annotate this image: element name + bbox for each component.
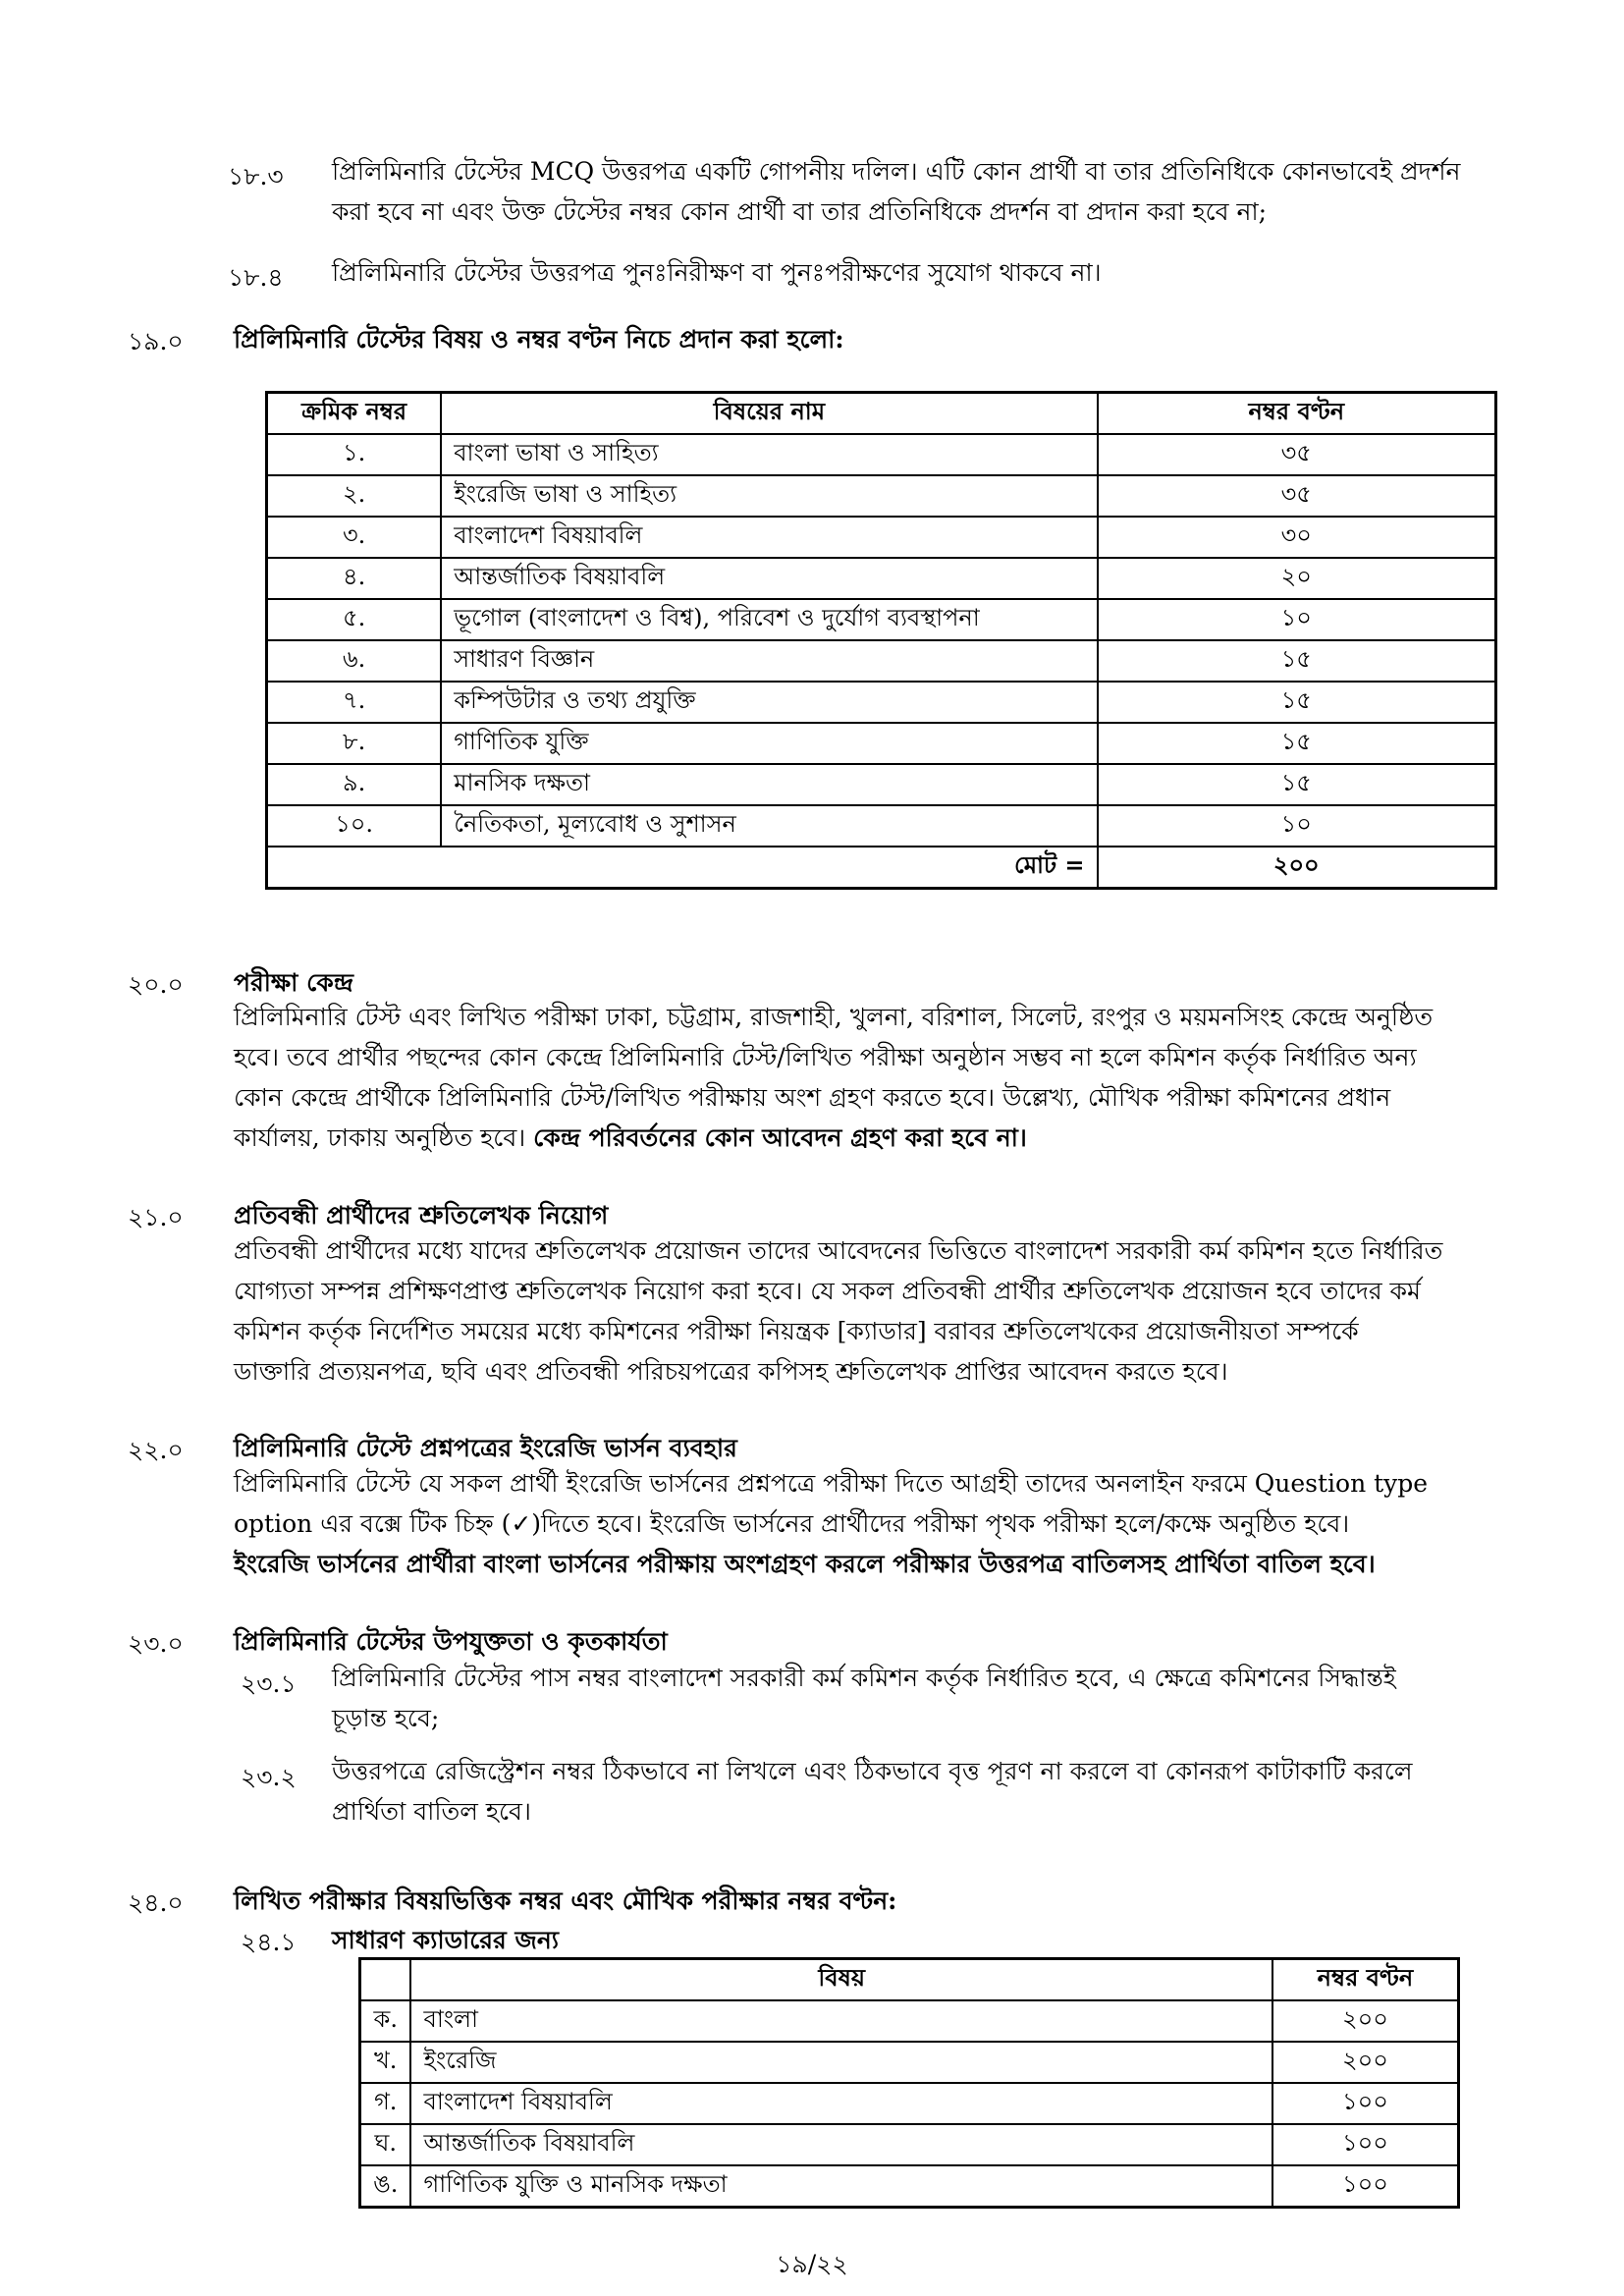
subject-cell: গাণিতিক যুক্তি: [441, 723, 1097, 764]
section-heading: প্রিলিমিনারি টেস্টের উপযুক্ততা ও কৃতকার্যতা: [234, 1627, 668, 1656]
subject-cell: মানসিক দক্ষতা: [441, 764, 1097, 805]
text-line: চূড়ান্ত হবে;: [332, 1704, 440, 1732]
table-row: [360, 2124, 1459, 2165]
paragraph: [234, 997, 1490, 1158]
serial-cell: ৮.: [267, 723, 442, 764]
section-heading: প্রিলিমিনারি টেস্টে প্রশ্নপত্রের ইংরেজি ভার্সন ব্যবহার: [234, 1434, 737, 1462]
section-heading: লিখিত পরীক্ষার বিষয়ভিত্তিক নম্বর এবং মৌখিক পরীক্ষার নম্বর বণ্টন:: [234, 1886, 897, 1915]
table-row: [267, 558, 1496, 599]
subject-cell: কম্পিউটার ও তথ্য প্রযুক্তি: [441, 682, 1097, 723]
marks-cell: ১৫: [1098, 723, 1496, 764]
table-row: [360, 2042, 1459, 2083]
section-number: ২২.০: [128, 1436, 184, 1464]
subject-cell: আন্তর্জাতিক বিষয়াবলি: [441, 558, 1097, 599]
subject-cell: ইংরেজি ভাষা ও সাহিত্য: [441, 475, 1097, 517]
serial-cell: ৬.: [267, 640, 442, 682]
marks-cell: ১৫: [1098, 764, 1496, 805]
text-line: প্রিলিমিনারি টেস্ট এবং লিখিত পরীক্ষা ঢাকা, চট্টগ্রাম, রাজশাহী, খুলনা, বরিশাল, সিলেট, রংপুর ও ময়মনসিংহ কেন্দ্রে অনুষ্ঠিত: [234, 1003, 1434, 1031]
marks-cell: ৩৫: [1098, 434, 1496, 475]
table-row: [267, 640, 1496, 682]
total-value: ২০০: [1098, 847, 1496, 889]
paragraph: [332, 1658, 1490, 1738]
table-row: [360, 2000, 1459, 2042]
serial-cell: খ.: [360, 2042, 411, 2083]
text-line: ইংরেজি ভার্সনের প্রার্থীরা বাংলা ভার্সনের পরীক্ষায় অংশগ্রহণ করলে পরীক্ষার উত্তরপত্র বাতিলসহ প্রার্থিতা বাতিল হবে।: [234, 1550, 1376, 1578]
subsection-number: ২৩.২: [241, 1763, 297, 1791]
marks-cell: ৩৫: [1098, 475, 1496, 517]
text-line: হবে। তবে প্রার্থীর পছন্দের কোন কেন্দ্রে প্রিলিমিনারি টেস্ট/লিখিত পরীক্ষা অনুষ্ঠান সম্ভব না হলে কমিশন কর্তৃক নির্ধারিত অন্য: [234, 1043, 1417, 1071]
section-number: ১৮.৪: [228, 263, 284, 292]
subsection-number: ২৩.১: [241, 1669, 297, 1698]
section-heading: প্রতিবন্ধী প্রার্থীদের শ্রুতিলেখক নিয়োগ: [234, 1201, 609, 1230]
serial-cell: ৯.: [267, 764, 442, 805]
subject-cell: বাংলা: [410, 2000, 1272, 2042]
paragraph: [234, 1230, 1490, 1392]
serial-cell: ক.: [360, 2000, 411, 2042]
serial-cell: ২.: [267, 475, 442, 517]
text-line: প্রিলিমিনারি টেস্টের উত্তরপত্র পুনঃনিরীক্ষণ বা পুনঃপরীক্ষণের সুযোগ থাকবে না।: [332, 258, 1102, 287]
section-number: ২৪.০: [128, 1888, 184, 1917]
text-line: উত্তরপত্রে রেজিস্ট্রেশন নম্বর ঠিকভাবে না লিখলে এবং ঠিকভাবে বৃত্ত পূরণ না করলে বা কোনরূপ কাটাকাটি করলে: [332, 1757, 1413, 1785]
subject-cell: বাংলাদেশ বিষয়াবলি: [410, 2083, 1272, 2124]
text-span: কার্যালয়, ঢাকায় অনুষ্ঠিত হবে।: [234, 1123, 526, 1152]
subject-cell: সাধারণ বিজ্ঞান: [441, 640, 1097, 682]
serial-cell: ঙ.: [360, 2165, 411, 2208]
section-heading: প্রিলিমিনারি টেস্টের বিষয় ও নম্বর বণ্টন নিচে প্রদান করা হলো:: [234, 325, 844, 354]
table-row: [267, 723, 1496, 764]
marks-cell: ১৫: [1098, 682, 1496, 723]
serial-cell: ৭.: [267, 682, 442, 723]
subject-cell: আন্তর্জাতিক বিষয়াবলি: [410, 2124, 1272, 2165]
written-marks-table: [358, 1957, 1460, 2209]
table-header-row: [267, 393, 1496, 435]
serial-cell: ৫.: [267, 599, 442, 640]
text-line: করা হবে না এবং উক্ত টেস্টের নম্বর কোন প্রার্থী বা তার প্রতিনিধিকে প্রদর্শন বা প্রদান করা হবে না;: [332, 197, 1268, 226]
subject-cell: ভূগোল (বাংলাদেশ ও বিশ্ব), পরিবেশ ও দুর্যোগ ব্যবস্থাপনা: [441, 599, 1097, 640]
table-row: [267, 599, 1496, 640]
table-row: [360, 2165, 1459, 2208]
serial-cell: ১০.: [267, 805, 442, 847]
table-row: [267, 434, 1496, 475]
text-line: ডাক্তারি প্রত্যয়নপত্র, ছবি এবং প্রতিবন্ধী পরিচয়পত্রের কপিসহ শ্রুতিলেখক প্রাপ্তির আবেদন করতে হবে।: [234, 1357, 1228, 1386]
section-number: ২৩.০: [128, 1629, 184, 1658]
column-header: ক্রমিক নম্বর: [267, 393, 442, 435]
subsection-heading: সাধারণ ক্যাডারের জন্য: [332, 1926, 560, 1954]
column-header: নম্বর বণ্টন: [1272, 1959, 1459, 2001]
text-line: প্রিলিমিনারি টেস্টে যে সকল প্রার্থী ইংরেজি ভার্সনের প্রশ্নপত্রে পরীক্ষা দিতে আগ্রহী তাদের অনলাইন ফরমে Question type: [234, 1469, 1429, 1498]
text-line: কোন কেন্দ্রে প্রার্থীকে প্রিলিমিনারি টেস্ট/লিখিত পরীক্ষায় অংশ গ্রহণ করতে হবে। উল্লেখ্য, মৌখিক পরীক্ষা কমিশনের প্রধান: [234, 1083, 1391, 1112]
marks-cell: ১৫: [1098, 640, 1496, 682]
table-row: [267, 517, 1496, 558]
marks-cell: ২০০: [1272, 2042, 1459, 2083]
serial-cell: ঘ.: [360, 2124, 411, 2165]
column-header: নম্বর বণ্টন: [1098, 393, 1496, 435]
subsection-number: ২৪.১: [241, 1928, 297, 1956]
subject-cell: বাংলা ভাষা ও সাহিত্য: [441, 434, 1097, 475]
paragraph: [332, 151, 1490, 232]
serial-cell: ১.: [267, 434, 442, 475]
subject-cell: নৈতিকতা, মূল্যবোধ ও সুশাসন: [441, 805, 1097, 847]
serial-cell: গ.: [360, 2083, 411, 2124]
total-label: মোট =: [267, 847, 1098, 889]
section-number: ২১.০: [128, 1203, 184, 1231]
text-line: কমিশন কর্তৃক নির্দেশিত সময়ের মধ্যে কমিশনের পরীক্ষা নিয়ন্ত্রক [ক্যাডার] বরাবর শ্রুতিলেখকের প্রয়োজনীয়তা সম্পর্কে: [234, 1317, 1359, 1345]
text-line: [234, 1118, 1490, 1158]
subject-cell: বাংলাদেশ বিষয়াবলি: [441, 517, 1097, 558]
text-line: প্রতিবন্ধী প্রার্থীদের মধ্যে যাদের শ্রুতিলেখক প্রয়োজন তাদের আবেদনের ভিত্তিতে বাংলাদেশ সরকারী কর্ম কমিশন হতে নির্ধারিত: [234, 1236, 1443, 1265]
total-row: [267, 847, 1496, 889]
marks-cell: ১০: [1098, 805, 1496, 847]
table-row: [267, 682, 1496, 723]
marks-cell: ২০০: [1272, 2000, 1459, 2042]
section-heading: পরীক্ষা কেন্দ্র: [234, 968, 353, 997]
text-line: যোগ্যতা সম্পন্ন প্রশিক্ষণপ্রাপ্ত শ্রুতিলেখক নিয়োগ করা হবে। যে সকল প্রতিবন্ধী প্রার্থীর শ্রুতিলেখক প্রয়োজন হবে তাদের কর্ম: [234, 1277, 1421, 1305]
table-header-row: [360, 1959, 1459, 2001]
column-header: বিষয়ের নাম: [441, 393, 1097, 435]
marks-cell: ১০০: [1272, 2124, 1459, 2165]
section-number: ১৯.০: [128, 327, 184, 355]
marks-cell: ১০০: [1272, 2165, 1459, 2208]
text-line: প্রার্থিতা বাতিল হবে।: [332, 1797, 531, 1826]
marks-cell: ১০: [1098, 599, 1496, 640]
text-line: প্রিলিমিনারি টেস্টের MCQ উত্তরপত্র একটি গোপনীয় দলিল। এটি কোন প্রার্থী বা তার প্রতিনিধিকে কোনভাবেই প্রদর্শন: [332, 157, 1461, 186]
table-row: [267, 764, 1496, 805]
paragraph: [234, 1463, 1490, 1584]
marks-cell: ৩০: [1098, 517, 1496, 558]
section-number: ১৮.৩: [228, 162, 284, 191]
serial-cell: ৩.: [267, 517, 442, 558]
column-header: বিষয়: [410, 1959, 1272, 2001]
marks-cell: ২০: [1098, 558, 1496, 599]
table-row: [267, 805, 1496, 847]
paragraph: [332, 1751, 1490, 1831]
prelim-marks-table: [265, 391, 1497, 890]
marks-cell: ১০০: [1272, 2083, 1459, 2124]
section-number: ২০.০: [128, 970, 184, 999]
table-row: [267, 475, 1496, 517]
table-row: [360, 2083, 1459, 2124]
serial-cell: ৪.: [267, 558, 442, 599]
page-number: ১৯/২২: [776, 2250, 848, 2278]
bold-notice: কেন্দ্র পরিবর্তনের কোন আবেদন গ্রহণ করা হবে না।: [533, 1123, 1027, 1152]
subject-cell: গাণিতিক যুক্তি ও মানসিক দক্ষতা: [410, 2165, 1272, 2208]
column-header: [360, 1959, 411, 2001]
subject-cell: ইংরেজি: [410, 2042, 1272, 2083]
text-line: option এর বক্সে টিক চিহ্ন (✓)দিতে হবে। ইংরেজি ভার্সনের প্রার্থীদের পরীক্ষা পৃথক পরীক্ষা হলে/কক্ষে অনুষ্ঠিত হবে।: [234, 1509, 1350, 1538]
text-line: প্রিলিমিনারি টেস্টের পাস নম্বর বাংলাদেশ সরকারী কর্ম কমিশন কর্তৃক নির্ধারিত হবে, এ ক্ষেত্রে কমিশনের সিদ্ধান্তই: [332, 1664, 1396, 1692]
